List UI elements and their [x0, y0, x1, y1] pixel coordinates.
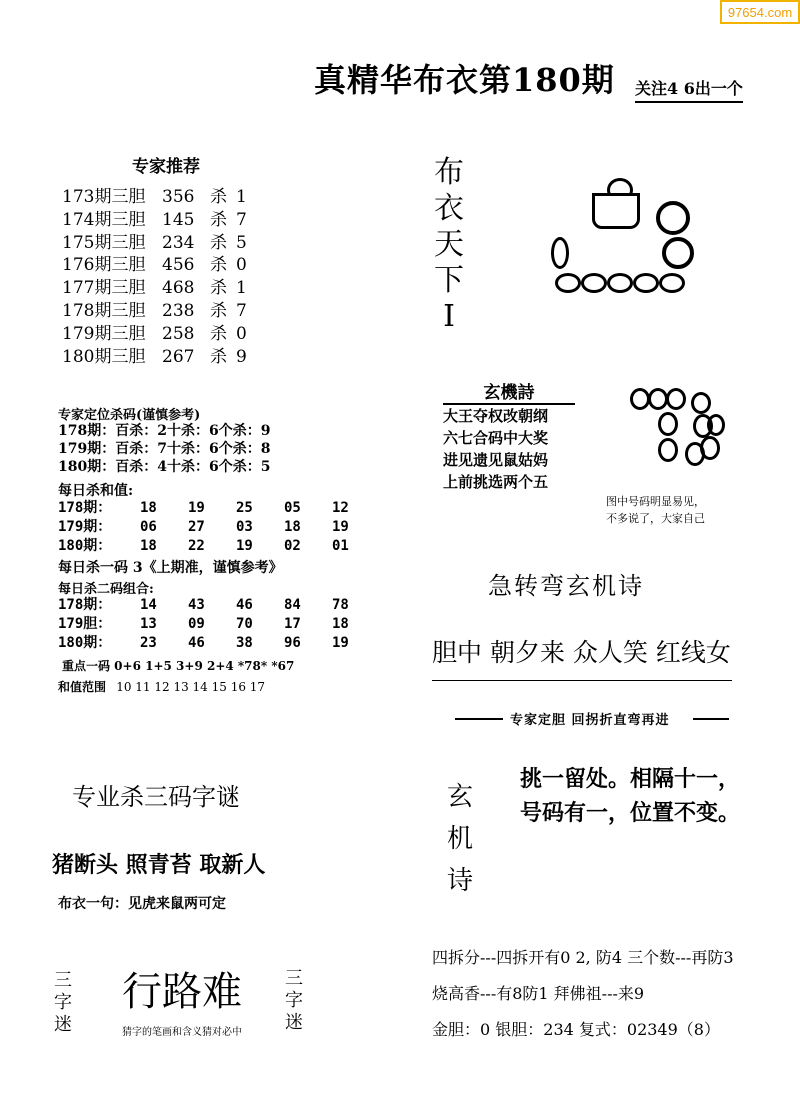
riddle-big-text: 行路难 [122, 969, 242, 1015]
buyi-sentence: 布衣一句：见虎来鼠两可定 [58, 896, 226, 912]
sum-range [58, 678, 265, 695]
list-item: 大王夺权改朝纲 [443, 407, 549, 425]
list-item: 179期：百杀：7十杀：6个杀：8 [58, 441, 271, 457]
riddle-line: 猪断头 照青苔 取新人 [52, 852, 266, 878]
riddle-left-tag: 三字迷 [54, 970, 72, 1035]
buyi-tianxia-vertical: 布衣天下I [434, 155, 464, 334]
daily-one-code: 每日杀一码 3《上期准，谨慎参考》 [58, 560, 283, 576]
list-item: 号码有一，位置不变。 [520, 800, 741, 826]
list-item: 176期三胆 456 杀 0 [62, 255, 247, 276]
sum-range-values: 10 11 12 13 14 15 16 17 [116, 680, 266, 694]
page-subtitle: 关注4 6出一个 [635, 76, 743, 103]
divider [455, 718, 503, 720]
list-item: 178期： 14 43 46 84 78 [58, 597, 349, 613]
list-item: 179期： 06 27 03 18 19 [58, 519, 349, 535]
bottom-hints [432, 940, 734, 1048]
key-code: 重点一码 0+6 1+5 3+9 2+4 *78* *67 [62, 659, 295, 673]
daily-sum-heading: 每日杀和值: [58, 483, 134, 499]
riddle-note: 猜字的笔画和含义猜对必中 [122, 1027, 242, 1038]
list-item: 烧高香---有8防1 拜佛祖---来9 [432, 984, 645, 1003]
kill-list [62, 186, 247, 368]
site-watermark: 97654.com [720, 0, 800, 24]
list-item: 178期： 18 19 25 05 12 [58, 500, 349, 516]
poem2-line: 胆中 朝夕来 众人笑 红线女 [432, 638, 731, 667]
list-item: 180期：百杀：4十杀：6个杀：5 [58, 459, 271, 475]
daily-two-list [58, 596, 349, 653]
list-item: 178期：百杀：2十杀：6个杀：9 [58, 423, 271, 439]
list-item: 177期三胆 468 杀 1 [62, 278, 247, 299]
position-kill-list [58, 422, 270, 476]
list-item: 174期三胆 145 杀 7 [62, 209, 247, 230]
expert-line: 专家定胆 回拐折直弯再进 [510, 713, 670, 728]
list-item: 上前挑选两个五 [443, 473, 549, 491]
sum-range-label: 和值范围 [58, 680, 107, 694]
list-item: 179期三胆 258 杀 0 [62, 323, 247, 344]
riddle-right-tag: 三字迷 [285, 968, 303, 1033]
list-item: 179胆： 13 09 70 17 18 [58, 616, 349, 632]
list-item: 金胆：0 银胆：234 复式：02349（8） [432, 1020, 720, 1039]
list-item: 173期三胆 356 杀 1 [62, 187, 247, 207]
poem2-heading: 急转弯玄机诗 [488, 572, 644, 600]
list-item: 进见遗见鼠姑妈 [443, 451, 549, 469]
daily-sum-list [58, 499, 349, 556]
kill-section-heading: 专家推荐 [132, 157, 200, 177]
xuanji-lines [520, 762, 740, 830]
list-item: 180期三胆 267 杀 9 [62, 346, 247, 367]
list-item: 四拆分---四拆开有0 2, 防4 三个数---再防3 [432, 948, 734, 967]
list-item: 六七合码中大奖 [443, 429, 549, 447]
daily-two-heading: 每日杀二码组合: [58, 582, 154, 597]
position-kill-heading: 专家定位杀码(谨慎参考) [58, 408, 201, 423]
divider [693, 718, 729, 720]
poem-heading: 玄機詩 [443, 378, 575, 405]
hint-text: 图中号码明显易见， 不多说了，大家自己 [606, 495, 705, 525]
page-title: 真精华布衣第180期 [314, 61, 615, 99]
divider [432, 680, 732, 681]
riddle-heading: 专业杀三码字谜 [72, 783, 240, 811]
coin-picture [545, 175, 725, 300]
list-item: 178期三胆 238 杀 7 [62, 300, 247, 321]
list-item: 175期三胆 234 杀 5 [62, 232, 247, 253]
bead-picture [625, 384, 725, 484]
xuanji-vertical: 玄机诗 [446, 782, 473, 896]
list-item: 180期： 23 46 38 96 19 [58, 635, 349, 651]
poem-box [443, 378, 575, 493]
list-item: 挑一留处。相隔十一， [520, 766, 741, 792]
list-item: 180期： 18 22 19 02 01 [58, 538, 349, 554]
